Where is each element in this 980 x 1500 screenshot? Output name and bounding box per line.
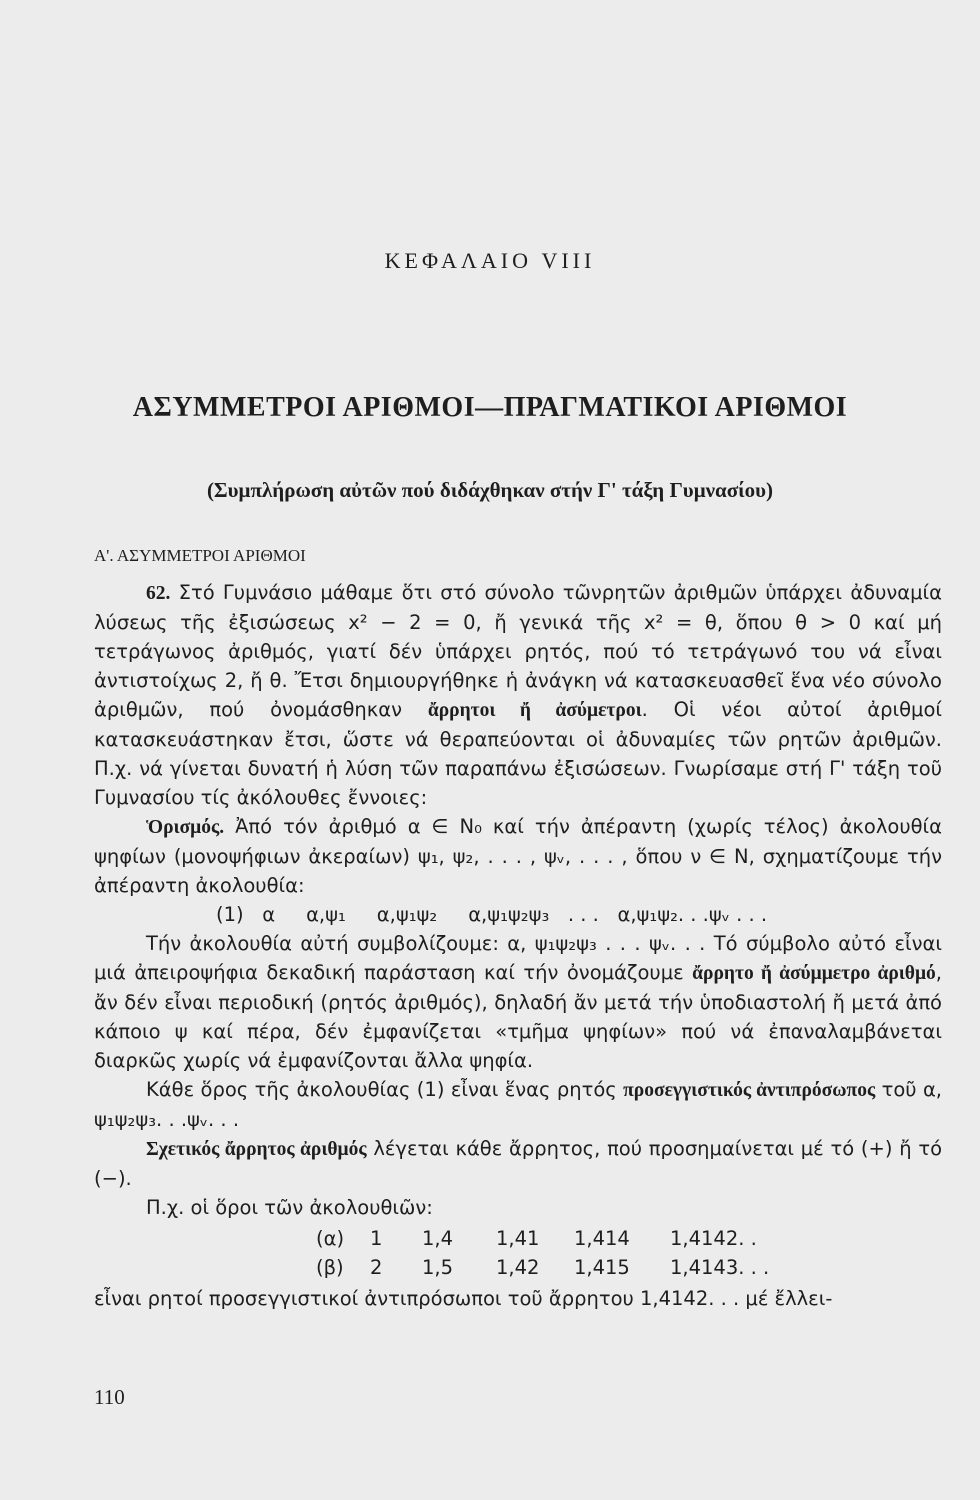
term-irrational-number: ἄρρητο ἤ ἀσύμμετρο ἀριθμό (692, 963, 936, 984)
term: 2 (370, 1256, 383, 1279)
term: 1,41 (496, 1227, 540, 1250)
definition-label: Ὁρισμός. (146, 817, 225, 838)
term: 1,5 (422, 1256, 454, 1279)
approximant-tail: τοῦ α, ψ₁ψ₂ψ₃. . .ψᵥ. . . (94, 1078, 942, 1131)
example-row-a (94, 1224, 942, 1253)
chapter-title: ΑΣΥΜΜΕΤΡΟΙ ΑΡΙΘΜΟΙ—ΠΡΑΓΜΑΤΙΚΟΙ ΑΡΙΘΜΟΙ (132, 392, 848, 423)
paragraph-conclusion: εἶναι ρητοί προσεγγιστικοί ἀντιπρόσωποι τοῦ ἄρρητου 1,4142. . . μέ ἔλλει- (94, 1287, 833, 1310)
paragraph-example-intro: Π.χ. οἱ ὅροι τῶν ἀκολουθιῶν: (146, 1196, 433, 1219)
page-number: 110 (94, 1385, 125, 1409)
symbol-text: Τήν ἀκολουθία αὐτή συμβολίζουμε: α, ψ₁ψ₂ψ₃ . . . ψᵥ. . . Τό σύμβολο αὐτό εἶναι μιά ἀπειροψήφια δεκαδική παράσταση καί τήν ὀνομάζουμε (94, 932, 942, 984)
term: 1,4143. . . (670, 1256, 770, 1279)
paragraph-approximant (94, 1075, 942, 1134)
approximant-text: Κάθε ὅρος τῆς ἀκολουθίας (1) εἶναι ἕνας ρητός (146, 1078, 624, 1101)
paragraph-signed (94, 1134, 942, 1193)
chapter-subtitle: (Συμπλήρωση αὐτῶν πού διδάχθηκαν στήν Γ' τάξη Γυμνασίου) (206, 478, 774, 502)
row-label: (α) (316, 1227, 345, 1250)
paragraph-tail: . Οἱ νέοι αὐτοί ἀριθμοί κατασκευάστηκαν ἔτσι, ὥστε νά θεραπεύονται οἱ ἀδυναμίες τῶν ρητῶν ἀριθμῶν. Π.χ. νά γίνεται δυνατή ἡ λύση τῶν παραπάνω ἐξισώσεων. Γνωρίσαμε στή Γ' τάξη τοῦ Γυμνασίου τίς ἀκόλουθες ἔννοιες: (94, 698, 942, 809)
paragraph-62 (94, 578, 942, 812)
paragraph-symbol (94, 929, 942, 1075)
term: 1,414 (574, 1227, 630, 1250)
row-label: (β) (316, 1256, 344, 1279)
chapter-heading: ΚΕΦΑΛΑΙΟ VIII (384, 248, 596, 273)
paragraph-text: Στό Γυμνάσιο μάθαμε ὅτι στό σύνολο τῶνρητῶν ἀριθμῶν ὑπάρχει ἀδυναμία λύσεως τῆς ἐξισώσεως x² − 2 = 0, ἤ γενικά τῆς x² = θ, ὅπου θ > 0 καί μή τετράγωνος ἀριθμός, γιατί δέν ὑπάρχει ρητός, πού τό τετράγωνό του νά εἶναι ἀντιστοίχως 2, ἤ θ. Ἔτσι δημιουργήθηκε ἡ ἀνάγκη νά κατασκευασθεῖ ἕνα νέο σύνολο ἀριθμῶν, πού ὀνομάσθηκαν (94, 581, 942, 721)
term-signed-irrational: Σχετικός ἄρρητος ἀριθμός (146, 1139, 367, 1160)
example-sequences (94, 1224, 942, 1282)
section-heading: Α'. ΑΣΥΜΜΕΤΡΟΙ ΑΡΙΘΜΟΙ (94, 546, 306, 565)
paragraph-number: 62. (146, 583, 171, 604)
term: 1 (370, 1227, 383, 1250)
term: 1,4 (422, 1227, 454, 1250)
definition-text: Ἀπό τόν ἀριθμό α ∈ N₀ καί τήν ἀπέραντη (χωρίς τέλος) ἀκολουθία ψηφίων (μονοψήφιων ἀκεραίων) ψ₁, ψ₂, . . . , ψᵥ, . . . , ὅπου ν ∈ N, σχηματίζουμε τήν ἀπέραντη ἀκολουθία: (94, 815, 942, 897)
example-row-b (94, 1253, 942, 1282)
term-approximant: προσεγγιστικός ἀντιπρόσωπος (623, 1080, 876, 1101)
body-text (94, 578, 942, 1313)
term: 1,415 (574, 1256, 630, 1279)
symbol-tail: , ἄν δέν εἶναι περιοδική (ρητός ἀριθμός), δηλαδή ἄν μετά τήν ὑποδιαστολή ἤ μετά ἀπό κάποιο ψ καί πέρα, δέν ἐμφανίζεται «τμῆμα ψηφίων» πού νά ἐπαναλαμβάνεται διαρκῶς χωρίς νά ἐμφανίζονται ἄλλα ψηφία. (94, 961, 942, 1072)
sequence-formula: (1) α α,ψ₁ α,ψ₁ψ₂ α,ψ₁ψ₂ψ₃ . . . α,ψ₁ψ₂. . .ψᵥ . . . (216, 903, 768, 926)
term: 1,42 (496, 1256, 540, 1279)
term-irrational: ἄρρητοι ἤ ἀσύμετροι (427, 700, 642, 721)
paragraph-definition (94, 812, 942, 900)
term: 1,4142. . (670, 1227, 757, 1250)
signed-text: λέγεται κάθε ἄρρητος, πού προσημαίνεται μέ τό (+) ἤ τό (−). (94, 1137, 942, 1190)
